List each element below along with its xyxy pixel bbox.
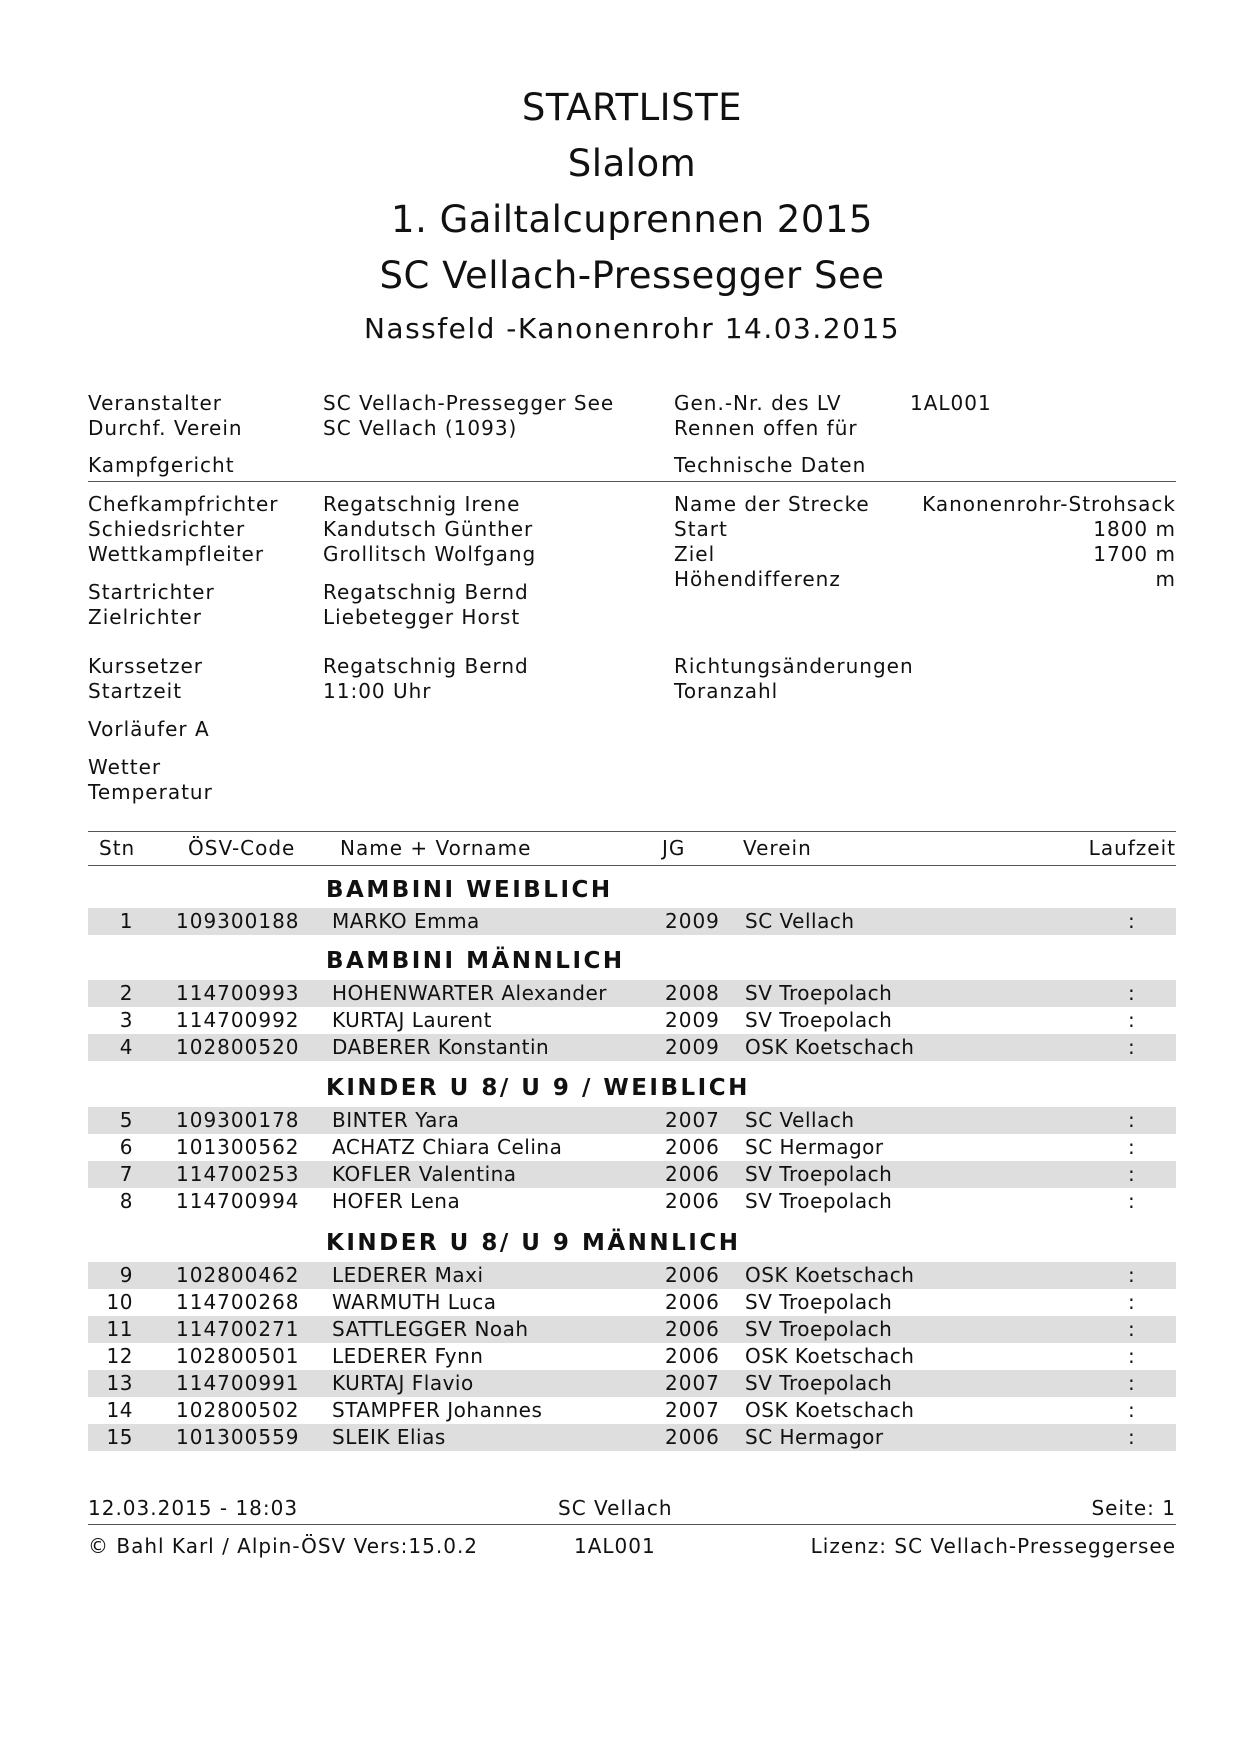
cell-verein: SV Troepolach [745,1008,893,1032]
table-row [88,1370,1176,1397]
start-label: Start [674,517,728,541]
table-row [88,1316,1176,1343]
cell-name: DABERER Konstantin [332,1035,550,1059]
cell-name: HOFER Lena [332,1189,461,1213]
cell-jg: 2009 [665,1035,720,1059]
discipline: Slalom [567,142,697,185]
cell-name: SLEIK Elias [332,1425,446,1449]
cell-verein: SV Troepolach [745,1290,893,1314]
veranstalter-value: SC Vellach-Pressegger See [323,391,615,415]
race-name: 1. Gailtalcuprennen 2015 [391,198,873,241]
cell-stn: 13 [106,1371,133,1395]
table-row [88,1107,1176,1134]
column-header-jg: JG [662,836,686,860]
cell-verein: SC Vellach [745,1108,855,1132]
footer-copyright: © Bahl Karl / Alpin-ÖSV Vers:15.0.2 [88,1534,479,1558]
cell-laufzeit: : [1128,1008,1136,1032]
column-header-stn: Stn [99,836,136,860]
cell-stn: 2 [119,981,133,1005]
strecke-value: Kanonenrohr-Strohsack [922,492,1176,516]
table-row [88,1343,1176,1370]
schiedsrichter-value: Kandutsch Günther [323,517,534,541]
startrichter-label: Startrichter [88,580,215,604]
cell-laufzeit: : [1128,1425,1136,1449]
table-row [88,1262,1176,1289]
toranzahl-label: Toranzahl [674,679,779,703]
cell-jg: 2007 [665,1108,720,1132]
cell-stn: 3 [119,1008,133,1032]
cell-stn: 1 [119,909,133,933]
cell-code: 102800502 [176,1398,300,1422]
cell-code: 114700271 [176,1317,300,1341]
cell-jg: 2006 [665,1425,720,1449]
zielrichter-label: Zielrichter [88,605,202,629]
cell-laufzeit: : [1128,1398,1136,1422]
veranstalter-label: Veranstalter [88,391,223,415]
vorlaeufer-label: Vorläufer A [88,717,210,741]
startzeit-value: 11:00 Uhr [323,679,432,703]
cell-verein: OSK Koetschach [745,1035,915,1059]
cell-verein: SC Hermagor [745,1135,884,1159]
cell-code: 114700993 [176,981,300,1005]
cell-jg: 2009 [665,1008,720,1032]
cell-name: HOHENWARTER Alexander [332,981,608,1005]
richtungsaenderungen-label: Richtungsänderungen [674,654,914,678]
cell-stn: 15 [106,1425,133,1449]
kurssetzer-value: Regatschnig Bernd [323,654,529,678]
group-title: BAMBINI MÄNNLICH [326,948,625,974]
gen-nr-label: Gen.-Nr. des LV [674,391,842,415]
footer-datetime: 12.03.2015 - 18:03 [88,1496,299,1520]
technische-daten-label: Technische Daten [674,453,867,477]
group-title: BAMBINI WEIBLICH [326,877,613,903]
cell-verein: OSK Koetschach [745,1398,915,1422]
footer-lizenz: Lizenz: SC Vellach-Presseggersee [810,1534,1176,1558]
cell-laufzeit: : [1128,1162,1136,1186]
cell-jg: 2006 [665,1263,720,1287]
cell-stn: 6 [119,1135,133,1159]
table-row [88,1188,1176,1215]
cell-code: 114700992 [176,1008,300,1032]
cell-laufzeit: : [1128,1189,1136,1213]
table-row [88,1007,1176,1034]
table-header-rule [88,865,1176,866]
rennen-offen-label: Rennen offen für [674,416,858,440]
cell-jg: 2006 [665,1344,720,1368]
cell-jg: 2008 [665,981,720,1005]
wettkampfleiter-label: Wettkampfleiter [88,542,265,566]
table-top-rule [88,831,1176,832]
table-row [88,1424,1176,1451]
cell-jg: 2006 [665,1290,720,1314]
footer-rule [88,1524,1176,1525]
cell-name: KURTAJ Flavio [332,1371,474,1395]
cell-laufzeit: : [1128,1317,1136,1341]
column-header-verein: Verein [743,836,812,860]
cell-code: 101300559 [176,1425,300,1449]
cell-laufzeit: : [1128,1344,1136,1368]
cell-code: 114700253 [176,1162,300,1186]
wetter-label: Wetter [88,755,162,779]
cell-code: 102800501 [176,1344,300,1368]
schiedsrichter-label: Schiedsrichter [88,517,246,541]
cell-jg: 2006 [665,1189,720,1213]
strecke-label: Name der Strecke [674,492,870,516]
cell-jg: 2007 [665,1371,720,1395]
cell-verein: OSK Koetschach [745,1344,915,1368]
cell-stn: 7 [119,1162,133,1186]
cell-code: 109300178 [176,1108,300,1132]
cell-stn: 4 [119,1035,133,1059]
cell-name: STAMPFER Johannes [332,1398,543,1422]
cell-stn: 11 [106,1317,133,1341]
cell-stn: 10 [106,1290,133,1314]
cell-stn: 5 [119,1108,133,1132]
temperatur-label: Temperatur [88,780,213,804]
table-row [88,980,1176,1007]
cell-code: 114700991 [176,1371,300,1395]
cell-laufzeit: : [1128,1135,1136,1159]
cell-verein: OSK Koetschach [745,1263,915,1287]
cell-code: 114700994 [176,1189,300,1213]
gen-nr-value: 1AL001 [910,391,992,415]
doc-title: STARTLISTE [521,86,743,129]
footer-code: 1AL001 [574,1534,656,1558]
startrichter-value: Regatschnig Bernd [323,580,529,604]
hoehendifferenz-label: Höhendifferenz [674,567,841,591]
cell-laufzeit: : [1128,1263,1136,1287]
cell-stn: 14 [106,1398,133,1422]
cell-name: MARKO Emma [332,909,480,933]
cell-laufzeit: : [1128,1371,1136,1395]
cell-code: 109300188 [176,909,300,933]
zielrichter-value: Liebetegger Horst [323,605,521,629]
cell-verein: SV Troepolach [745,1162,893,1186]
cell-name: LEDERER Maxi [332,1263,484,1287]
cell-jg: 2009 [665,909,720,933]
cell-name: KOFLER Valentina [332,1162,517,1186]
cell-stn: 8 [119,1189,133,1213]
cell-name: KURTAJ Laurent [332,1008,492,1032]
table-row [88,1034,1176,1061]
cell-jg: 2006 [665,1135,720,1159]
cell-name: WARMUTH Luca [332,1290,497,1314]
cell-jg: 2006 [665,1317,720,1341]
table-row [88,1397,1176,1424]
column-header-laufzeit: Laufzeit [1088,836,1176,860]
cell-laufzeit: : [1128,1108,1136,1132]
cell-verein: SV Troepolach [745,1189,893,1213]
cell-verein: SV Troepolach [745,981,893,1005]
location-date: Nassfeld -Kanonenrohr 14.03.2015 [363,312,901,345]
kampfgericht-label: Kampfgericht [88,453,235,477]
cell-name: LEDERER Fynn [332,1344,484,1368]
cell-verein: SC Hermagor [745,1425,884,1449]
cell-code: 114700268 [176,1290,300,1314]
column-header-name: Name + Vorname [340,836,532,860]
footer-club: SC Vellach [558,1496,673,1520]
cell-verein: SV Troepolach [745,1371,893,1395]
divider [88,481,1176,482]
group-title: KINDER U 8/ U 9 MÄNNLICH [326,1230,741,1256]
table-row [88,1161,1176,1188]
cell-code: 101300562 [176,1135,300,1159]
cell-laufzeit: : [1128,909,1136,933]
cell-name: ACHATZ Chiara Celina [332,1135,563,1159]
cell-name: SATTLEGGER Noah [332,1317,529,1341]
footer-page: Seite: 1 [1091,1496,1176,1520]
table-row [88,1289,1176,1316]
cell-laufzeit: : [1128,1035,1136,1059]
cell-verein: SV Troepolach [745,1317,893,1341]
cell-code: 102800520 [176,1035,300,1059]
ziel-label: Ziel [674,542,716,566]
organizer-title: SC Vellach-Pressegger See [379,254,885,297]
table-row [88,908,1176,935]
column-header-code: ÖSV-Code [188,836,296,860]
cell-jg: 2007 [665,1398,720,1422]
durchf-verein-label: Durchf. Verein [88,416,243,440]
cell-jg: 2006 [665,1162,720,1186]
ziel-value: 1700 m [1093,542,1176,566]
hoehendifferenz-value: m [1155,567,1176,591]
cell-name: BINTER Yara [332,1108,460,1132]
group-title: KINDER U 8/ U 9 / WEIBLICH [326,1075,750,1101]
startzeit-label: Startzeit [88,679,183,703]
table-row [88,1134,1176,1161]
cell-code: 102800462 [176,1263,300,1287]
cell-laufzeit: : [1128,981,1136,1005]
durchf-verein-value: SC Vellach (1093) [323,416,518,440]
chefkampfrichter-label: Chefkampfrichter [88,492,279,516]
start-value: 1800 m [1093,517,1176,541]
title-block [88,80,1176,354]
kurssetzer-label: Kurssetzer [88,654,204,678]
chefkampfrichter-value: Regatschnig Irene [323,492,521,516]
cell-stn: 9 [119,1263,133,1287]
cell-verein: SC Vellach [745,909,855,933]
cell-stn: 12 [106,1344,133,1368]
wettkampfleiter-value: Grollitsch Wolfgang [323,542,537,566]
cell-laufzeit: : [1128,1290,1136,1314]
